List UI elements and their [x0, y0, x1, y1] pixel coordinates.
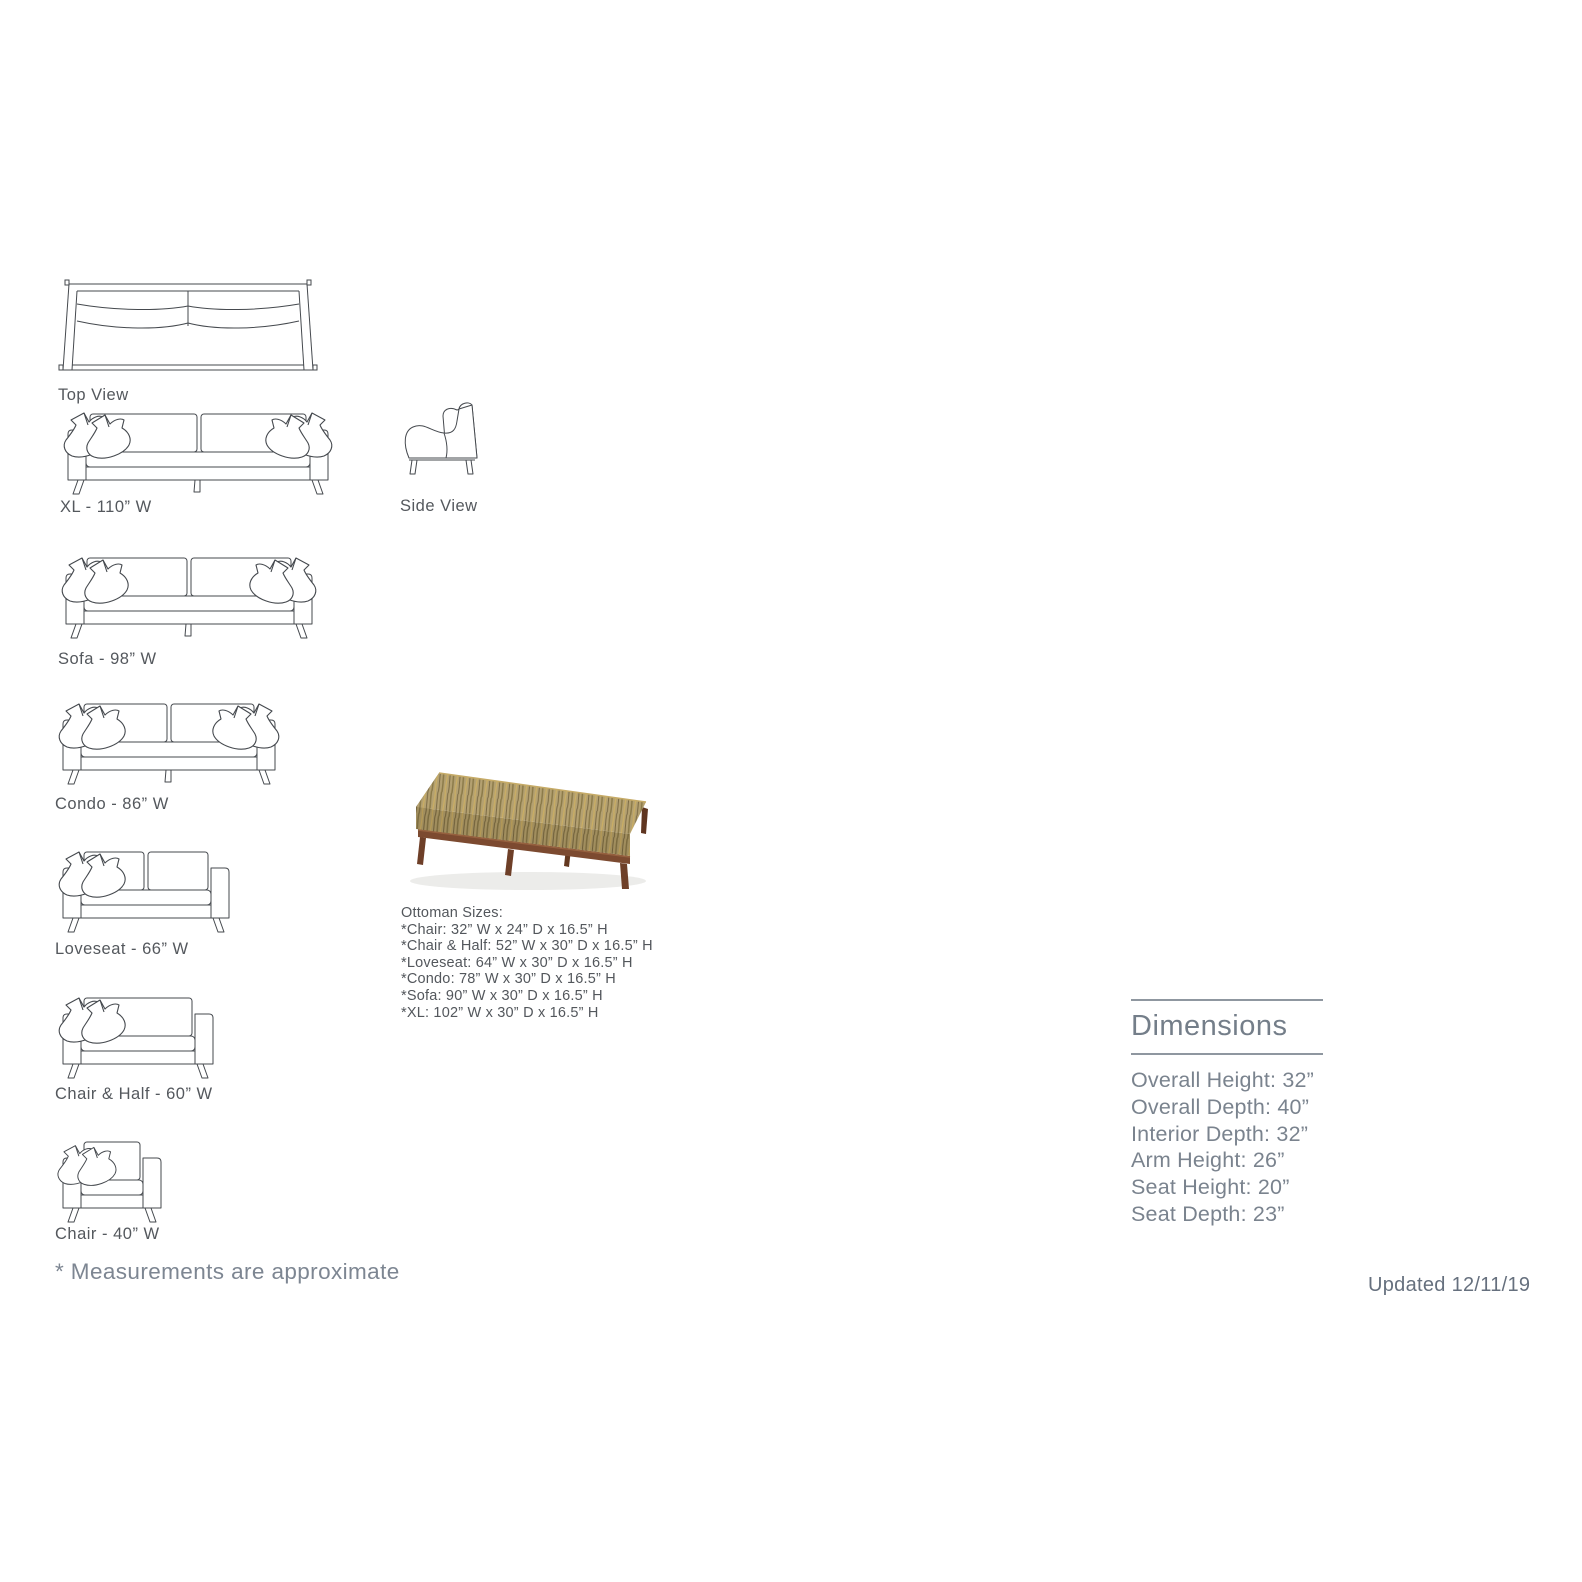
top-view-drawing	[57, 278, 319, 374]
condo-drawing	[54, 696, 284, 788]
dimensions-rule-bottom	[1131, 1053, 1323, 1055]
ottoman-photo	[403, 763, 655, 895]
chair-half-label: Chair & Half - 60” W	[55, 1085, 213, 1103]
dimension-item: Overall Depth: 40”	[1131, 1094, 1310, 1119]
dimension-item: Arm Height: 26”	[1131, 1148, 1285, 1173]
ottoman-size-line: *XL: 102” W x 30” D x 16.5” H	[401, 1004, 599, 1021]
xl-sofa-label: XL - 110” W	[60, 498, 152, 516]
figure-xl-sofa	[59, 406, 337, 516]
loveseat-label: Loveseat - 66” W	[55, 940, 189, 958]
dimensions-list	[1131, 1067, 1323, 1228]
figure-chair	[54, 1134, 170, 1243]
dimension-item: Seat Height: 20”	[1131, 1175, 1290, 1200]
chair-half-drawing	[54, 990, 222, 1082]
figure-top-view	[57, 278, 319, 404]
ottoman-size-line: *Chair & Half: 52” W x 30” D x 16.5” H	[401, 938, 653, 955]
updated-date: Updated 12/11/19	[1368, 1274, 1531, 1296]
dimensions-section	[1131, 999, 1323, 1228]
xl-sofa-drawing	[59, 406, 337, 498]
ottoman-sizes-block	[401, 905, 653, 1021]
ottoman-sizes-title: Ottoman Sizes:	[401, 905, 503, 921]
ottoman-size-line: *Chair: 32” W x 24” D x 16.5” H	[401, 921, 608, 938]
dimension-item: Overall Height: 32”	[1131, 1068, 1315, 1092]
figure-ottoman-photo	[403, 763, 655, 895]
figure-side-view	[399, 398, 495, 515]
figure-sofa	[57, 550, 321, 668]
sofa-drawing	[57, 550, 321, 642]
chair-drawing	[54, 1134, 170, 1226]
dimensions-rule-top	[1131, 999, 1323, 1001]
chair-label: Chair - 40” W	[55, 1225, 160, 1243]
ottoman-size-line: *Loveseat: 64” W x 30” D x 16.5” H	[401, 954, 633, 971]
dimensions-title: Dimensions	[1131, 1010, 1288, 1042]
measurements-note: * Measurements are approximate	[55, 1259, 400, 1284]
dimension-item: Seat Depth: 23”	[1131, 1201, 1285, 1226]
condo-label: Condo - 86” W	[55, 795, 169, 813]
figure-condo	[54, 696, 284, 813]
sofa-label: Sofa - 98” W	[58, 650, 157, 668]
ottoman-size-line: *Sofa: 90” W x 30” D x 16.5” H	[401, 987, 603, 1004]
ottoman-size-line: *Condo: 78” W x 30” D x 16.5” H	[401, 971, 616, 988]
figure-loveseat	[54, 844, 238, 958]
side-view-drawing	[399, 398, 495, 496]
top-view-label: Top View	[58, 386, 129, 404]
side-view-label: Side View	[400, 497, 478, 515]
figure-chair-half	[54, 990, 222, 1103]
dimension-item: Interior Depth: 32”	[1131, 1121, 1309, 1146]
loveseat-drawing	[54, 844, 238, 936]
